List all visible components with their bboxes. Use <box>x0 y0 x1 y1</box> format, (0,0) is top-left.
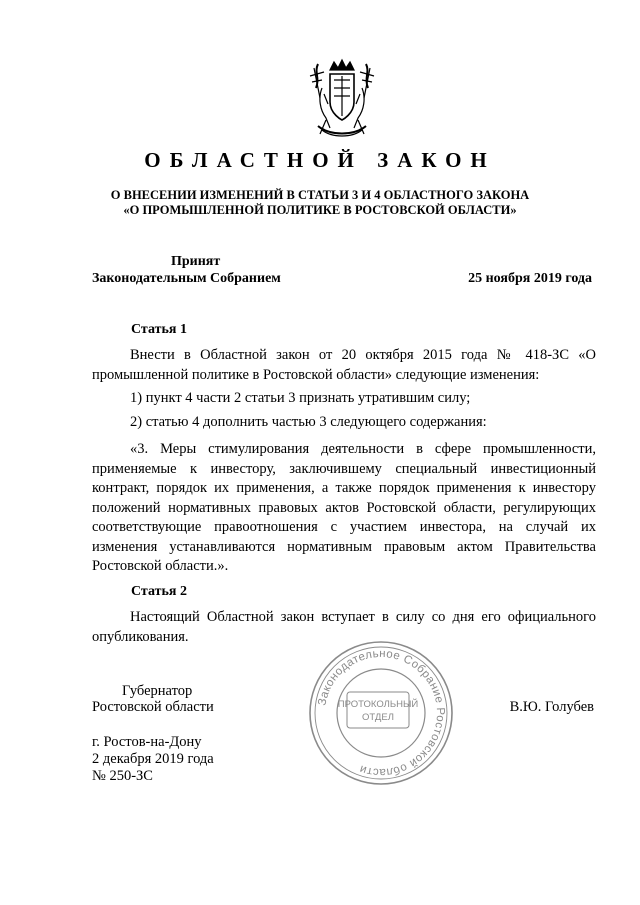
document-subtitle-line1: О ВНЕСЕНИИ ИЗМЕНЕНИЙ В СТАТЬИ 3 И 4 ОБЛАСТНОГО ЗАКОНА <box>110 188 530 202</box>
signing-place: г. Ростов-на-Дону <box>92 734 202 750</box>
adopted-date: 25 ноября 2019 года <box>468 271 592 286</box>
adopted-by: Законодательным Собранием <box>92 271 281 286</box>
governor-region: Ростовской области <box>92 699 214 715</box>
adopted-label: Принят <box>171 254 221 269</box>
seal-ring-text: Законодательное Собрание Ростовской области <box>316 647 447 779</box>
signer-name: В.Ю. Голубев <box>509 699 594 715</box>
coat-of-arms-icon <box>300 58 384 140</box>
article2-paragraph1: Настоящий Областной закон вступает в силу со дня его официального опубликования. <box>92 609 596 645</box>
law-number: № 250-ЗС <box>92 768 153 784</box>
article1-heading: Статья 1 <box>131 322 187 337</box>
article1-paragraph3: 2) статью 4 дополнить частью 3 следующего содержания: <box>130 414 487 430</box>
official-seal-stamp <box>305 640 457 786</box>
article1-paragraph4: «3. Меры стимулирования деятельности в сфере промышленности, применяемые к инвестору, заключившему специальный инвестиционный контракт, порядок их применения, а также порядок применения к инвестору положений нормативных правовых актов Ростовской области, регулирующих соответствующие правоотношения с участием инвестора, на случай их изменения устанавливаются нормативным правовым актом Правительства Ростовской области.». <box>92 441 596 574</box>
article2-heading: Статья 2 <box>131 584 187 599</box>
seal-center-line2: ОТДЕЛ <box>362 712 394 723</box>
seal-center-line1: ПРОТОКОЛЬНЫЙ <box>337 699 419 710</box>
article1-paragraph1: Внести в Областной закон от 20 октября 2015 года № 418-ЗС «О промышленной политике в Ростовской области» следующие изменения: <box>92 347 596 383</box>
document-title: ОБЛАСТНОЙ ЗАКОН <box>144 148 496 172</box>
document-subtitle-line2: «О ПРОМЫШЛЕННОЙ ПОЛИТИКЕ В РОСТОВСКОЙ ОБЛАСТИ» <box>123 203 517 217</box>
governor-title: Губернатор <box>122 683 193 699</box>
signing-date: 2 декабря 2019 года <box>92 751 214 767</box>
article1-paragraph2: 1) пункт 4 части 2 статьи 3 признать утратившим силу; <box>130 390 471 406</box>
